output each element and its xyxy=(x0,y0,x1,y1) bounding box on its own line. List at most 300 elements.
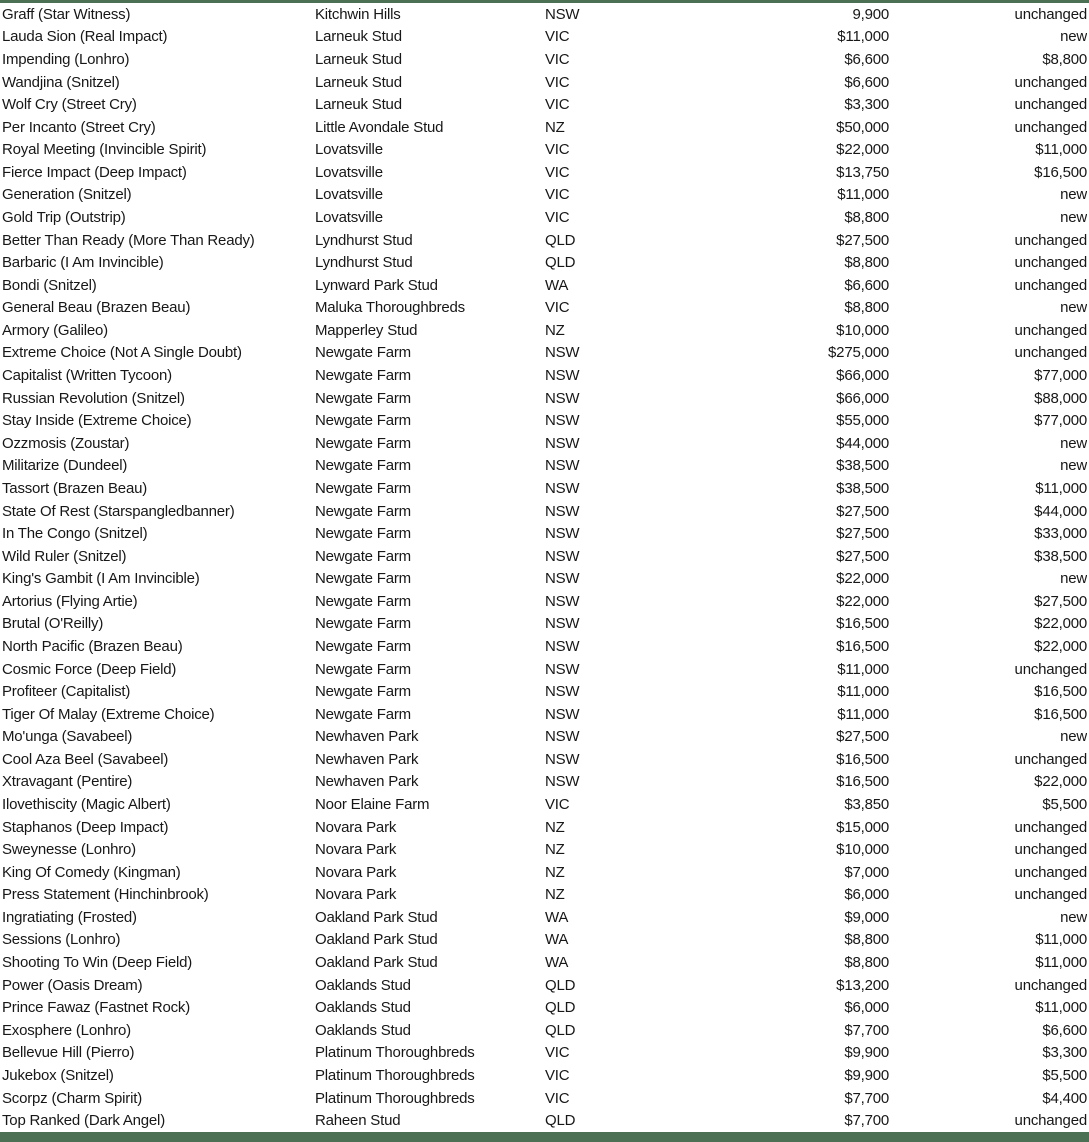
table-row xyxy=(0,590,1089,613)
fee-cell: $22,000 xyxy=(836,141,889,159)
stallion-name-cell: Ilovethiscity (Magic Albert) xyxy=(2,796,171,814)
stallion-name-cell: Ozzmosis (Zoustar) xyxy=(2,434,130,452)
fee-cell: $16,500 xyxy=(836,773,889,791)
status-cell: new xyxy=(1060,186,1087,204)
status-cell: unchanged xyxy=(1014,841,1087,859)
stallion-name-cell: Extreme Choice (Not A Single Doubt) xyxy=(2,344,242,362)
stallion-name-cell: Bellevue Hill (Pierro) xyxy=(2,1044,135,1062)
table-row xyxy=(0,906,1089,929)
status-cell: unchanged xyxy=(1014,321,1087,339)
stallion-name-cell: Profiteer (Capitalist) xyxy=(2,683,131,701)
table-row xyxy=(0,387,1089,410)
fee-cell: $275,000 xyxy=(828,344,889,362)
stallion-name-cell: Armory (Galileo) xyxy=(2,321,108,339)
table-row xyxy=(0,1064,1089,1087)
fee-cell: $38,500 xyxy=(836,457,889,475)
status-cell: unchanged xyxy=(1014,276,1087,294)
state-cell: WA xyxy=(545,908,569,926)
status-cell: new xyxy=(1060,908,1087,926)
status-cell: $38,500 xyxy=(1034,547,1087,565)
stallion-name-cell: Press Statement (Hinchinbrook) xyxy=(2,886,209,904)
stallion-name-cell: Russian Revolution (Snitzel) xyxy=(2,389,185,407)
stud-farm-cell: Newgate Farm xyxy=(315,412,411,430)
stud-farm-cell: Lyndhurst Stud xyxy=(315,254,413,272)
table-row xyxy=(0,861,1089,884)
status-cell: $11,000 xyxy=(1035,141,1087,159)
status-cell: $16,500 xyxy=(1034,683,1087,701)
table-row xyxy=(0,138,1089,161)
state-cell: NSW xyxy=(545,479,580,497)
fee-cell: 9,900 xyxy=(852,5,889,23)
status-cell: $22,000 xyxy=(1034,773,1087,791)
status-cell: $4,400 xyxy=(1042,1089,1087,1107)
stud-farm-cell: Lovatsville xyxy=(315,163,383,181)
stud-farm-cell: Raheen Stud xyxy=(315,1112,401,1130)
state-cell: VIC xyxy=(545,141,570,159)
stud-farm-cell: Newgate Farm xyxy=(315,615,411,633)
state-cell: NSW xyxy=(545,502,580,520)
table-row xyxy=(0,635,1089,658)
state-cell: WA xyxy=(545,931,569,949)
fee-cell: $10,000 xyxy=(836,321,889,339)
stud-farm-cell: Noor Elaine Farm xyxy=(315,796,430,814)
status-cell: $6,600 xyxy=(1042,1021,1087,1039)
stud-farm-cell: Newgate Farm xyxy=(315,637,411,655)
fee-cell: $27,500 xyxy=(836,525,889,543)
bottom-accent-bar xyxy=(0,1132,1089,1142)
table-row xyxy=(0,455,1089,478)
status-cell: unchanged xyxy=(1014,976,1087,994)
table-row xyxy=(0,319,1089,342)
table-row xyxy=(0,613,1089,636)
state-cell: NSW xyxy=(545,750,580,768)
stallion-name-cell: Wandjina (Snitzel) xyxy=(2,73,120,91)
stud-farm-cell: Larneuk Stud xyxy=(315,96,402,114)
status-cell: new xyxy=(1060,28,1087,46)
state-cell: NSW xyxy=(545,457,580,475)
stud-farm-cell: Platinum Thoroughbreds xyxy=(315,1066,475,1084)
fee-cell: $22,000 xyxy=(836,570,889,588)
table-row xyxy=(0,1109,1089,1132)
fee-cell: $8,800 xyxy=(844,954,889,972)
stallion-name-cell: Lauda Sion (Real Impact) xyxy=(2,28,168,46)
state-cell: VIC xyxy=(545,28,570,46)
fee-cell: $13,200 xyxy=(836,976,889,994)
fee-cell: $66,000 xyxy=(836,389,889,407)
status-cell: new xyxy=(1060,457,1087,475)
fee-cell: $55,000 xyxy=(836,412,889,430)
fee-cell: $6,000 xyxy=(844,886,889,904)
status-cell: $16,500 xyxy=(1034,705,1087,723)
table-row xyxy=(0,771,1089,794)
stallion-name-cell: Artorius (Flying Artie) xyxy=(2,592,138,610)
stud-farm-cell: Maluka Thoroughbreds xyxy=(315,299,465,317)
stallion-name-cell: Mo'unga (Savabeel) xyxy=(2,728,133,746)
stallion-name-cell: Tiger Of Malay (Extreme Choice) xyxy=(2,705,215,723)
state-cell: NSW xyxy=(545,434,580,452)
fee-cell: $9,900 xyxy=(844,1066,889,1084)
status-cell: new xyxy=(1060,299,1087,317)
fee-cell: $6,600 xyxy=(844,276,889,294)
status-cell: $16,500 xyxy=(1034,163,1087,181)
stud-farm-cell: Newgate Farm xyxy=(315,592,411,610)
stallion-name-cell: Sweynesse (Lonhro) xyxy=(2,841,136,859)
stud-farm-cell: Oakland Park Stud xyxy=(315,931,438,949)
status-cell: $33,000 xyxy=(1034,525,1087,543)
state-cell: WA xyxy=(545,276,569,294)
fee-cell: $22,000 xyxy=(836,592,889,610)
table-row xyxy=(0,48,1089,71)
status-cell: unchanged xyxy=(1014,5,1087,23)
table-row xyxy=(0,3,1089,26)
state-cell: NSW xyxy=(545,660,580,678)
state-cell: VIC xyxy=(545,96,570,114)
state-cell: VIC xyxy=(545,208,570,226)
stud-farm-cell: Novara Park xyxy=(315,886,397,904)
table-row xyxy=(0,229,1089,252)
state-cell: QLD xyxy=(545,1112,576,1130)
stud-farm-cell: Oaklands Stud xyxy=(315,999,411,1017)
stud-farm-cell: Newgate Farm xyxy=(315,525,411,543)
status-cell: unchanged xyxy=(1014,254,1087,272)
stallion-name-cell: Fierce Impact (Deep Impact) xyxy=(2,163,187,181)
fee-cell: $10,000 xyxy=(836,841,889,859)
fee-cell: $11,000 xyxy=(837,660,889,678)
fee-cell: $11,000 xyxy=(837,186,889,204)
stud-farm-cell: Mapperley Stud xyxy=(315,321,418,339)
fee-cell: $11,000 xyxy=(837,28,889,46)
table-row xyxy=(0,567,1089,590)
state-cell: NSW xyxy=(545,637,580,655)
status-cell: $77,000 xyxy=(1034,367,1087,385)
status-cell: $8,800 xyxy=(1042,50,1087,68)
table-row xyxy=(0,929,1089,952)
fee-cell: $44,000 xyxy=(836,434,889,452)
status-cell: $27,500 xyxy=(1034,592,1087,610)
fee-cell: $16,500 xyxy=(836,750,889,768)
stud-farm-cell: Novara Park xyxy=(315,841,397,859)
fee-cell: $9,900 xyxy=(844,1044,889,1062)
fee-cell: $6,600 xyxy=(844,50,889,68)
status-cell: new xyxy=(1060,208,1087,226)
stallion-name-cell: Militarize (Dundeel) xyxy=(2,457,128,475)
table-row xyxy=(0,71,1089,94)
state-cell: WA xyxy=(545,954,569,972)
table-row xyxy=(0,951,1089,974)
stallion-name-cell: Prince Fawaz (Fastnet Rock) xyxy=(2,999,190,1017)
fee-cell: $27,500 xyxy=(836,547,889,565)
fee-cell: $11,000 xyxy=(837,705,889,723)
stud-farm-cell: Newgate Farm xyxy=(315,344,411,362)
fee-cell: $27,500 xyxy=(836,502,889,520)
stud-farm-cell: Newgate Farm xyxy=(315,457,411,475)
fee-cell: $7,700 xyxy=(844,1089,889,1107)
status-cell: new xyxy=(1060,570,1087,588)
stud-farm-cell: Newgate Farm xyxy=(315,502,411,520)
table-row xyxy=(0,297,1089,320)
status-cell: $3,300 xyxy=(1042,1044,1087,1062)
stud-farm-cell: Larneuk Stud xyxy=(315,28,402,46)
state-cell: NSW xyxy=(545,592,580,610)
fee-cell: $8,800 xyxy=(844,208,889,226)
stallion-name-cell: Jukebox (Snitzel) xyxy=(2,1066,114,1084)
table-row xyxy=(0,364,1089,387)
stud-farm-cell: Newhaven Park xyxy=(315,728,419,746)
table-row xyxy=(0,1087,1089,1110)
fee-cell: $11,000 xyxy=(837,683,889,701)
stud-farm-cell: Oakland Park Stud xyxy=(315,908,438,926)
stallion-name-cell: Gold Trip (Outstrip) xyxy=(2,208,126,226)
stallion-name-cell: King's Gambit (I Am Invincible) xyxy=(2,570,200,588)
stallion-name-cell: Cool Aza Beel (Savabeel) xyxy=(2,750,169,768)
stud-farm-cell: Platinum Thoroughbreds xyxy=(315,1089,475,1107)
state-cell: NSW xyxy=(545,525,580,543)
stud-farm-cell: Oaklands Stud xyxy=(315,976,411,994)
fee-table-body xyxy=(0,3,1089,1132)
table-row xyxy=(0,793,1089,816)
fee-cell: $27,500 xyxy=(836,728,889,746)
fee-cell: $3,300 xyxy=(844,96,889,114)
stud-farm-cell: Oaklands Stud xyxy=(315,1021,411,1039)
stallion-name-cell: Xtravagant (Pentire) xyxy=(2,773,133,791)
table-row xyxy=(0,884,1089,907)
state-cell: QLD xyxy=(545,1021,576,1039)
stallion-name-cell: Royal Meeting (Invincible Spirit) xyxy=(2,141,207,159)
stallion-name-cell: General Beau (Brazen Beau) xyxy=(2,299,191,317)
stallion-name-cell: Sessions (Lonhro) xyxy=(2,931,121,949)
state-cell: VIC xyxy=(545,796,570,814)
fee-cell: $50,000 xyxy=(836,118,889,136)
stud-farm-cell: Lovatsville xyxy=(315,141,383,159)
state-cell: VIC xyxy=(545,1044,570,1062)
state-cell: VIC xyxy=(545,163,570,181)
stud-farm-cell: Platinum Thoroughbreds xyxy=(315,1044,475,1062)
stud-farm-cell: Newgate Farm xyxy=(315,547,411,565)
table-row xyxy=(0,342,1089,365)
table-row xyxy=(0,1019,1089,1042)
stud-farm-cell: Newgate Farm xyxy=(315,705,411,723)
table-row xyxy=(0,26,1089,49)
table-row xyxy=(0,251,1089,274)
stallion-name-cell: Per Incanto (Street Cry) xyxy=(2,118,156,136)
stud-farm-cell: Newhaven Park xyxy=(315,773,419,791)
fee-cell: $6,000 xyxy=(844,999,889,1017)
stud-farm-cell: Kitchwin Hills xyxy=(315,5,401,23)
status-cell: $77,000 xyxy=(1034,412,1087,430)
stud-farm-cell: Newgate Farm xyxy=(315,660,411,678)
stallion-name-cell: State Of Rest (Starspangledbanner) xyxy=(2,502,235,520)
status-cell: new xyxy=(1060,728,1087,746)
stallion-name-cell: King Of Comedy (Kingman) xyxy=(2,863,181,881)
stud-farm-cell: Larneuk Stud xyxy=(315,50,402,68)
state-cell: NSW xyxy=(545,773,580,791)
table-row xyxy=(0,500,1089,523)
stud-farm-cell: Lyndhurst Stud xyxy=(315,231,413,249)
table-row xyxy=(0,838,1089,861)
table-row xyxy=(0,726,1089,749)
state-cell: NSW xyxy=(545,570,580,588)
status-cell: $22,000 xyxy=(1034,615,1087,633)
state-cell: NSW xyxy=(545,615,580,633)
stallion-name-cell: Generation (Snitzel) xyxy=(2,186,132,204)
state-cell: NSW xyxy=(545,412,580,430)
state-cell: QLD xyxy=(545,999,576,1017)
status-cell: new xyxy=(1060,434,1087,452)
table-row xyxy=(0,658,1089,681)
state-cell: NSW xyxy=(545,683,580,701)
stud-farm-cell: Lovatsville xyxy=(315,186,383,204)
table-row xyxy=(0,432,1089,455)
stallion-name-cell: Graff (Star Witness) xyxy=(2,5,131,23)
stud-farm-cell: Newgate Farm xyxy=(315,683,411,701)
status-cell: $88,000 xyxy=(1034,389,1087,407)
table-row xyxy=(0,748,1089,771)
stallion-name-cell: Stay Inside (Extreme Choice) xyxy=(2,412,192,430)
stallion-name-cell: Wild Ruler (Snitzel) xyxy=(2,547,127,565)
state-cell: VIC xyxy=(545,1089,570,1107)
status-cell: unchanged xyxy=(1014,73,1087,91)
state-cell: NSW xyxy=(545,389,580,407)
table-row xyxy=(0,680,1089,703)
stallion-name-cell: Cosmic Force (Deep Field) xyxy=(2,660,177,678)
fee-cell: $7,700 xyxy=(844,1021,889,1039)
fee-cell: $7,000 xyxy=(844,863,889,881)
status-cell: $22,000 xyxy=(1034,637,1087,655)
status-cell: $5,500 xyxy=(1042,1066,1087,1084)
stallion-name-cell: Ingratiating (Frosted) xyxy=(2,908,137,926)
stallion-name-cell: Scorpz (Charm Spirit) xyxy=(2,1089,142,1107)
fee-cell: $7,700 xyxy=(844,1112,889,1130)
table-row xyxy=(0,93,1089,116)
status-cell: unchanged xyxy=(1014,660,1087,678)
state-cell: NZ xyxy=(545,886,565,904)
state-cell: NZ xyxy=(545,118,565,136)
state-cell: NSW xyxy=(545,344,580,362)
stud-farm-cell: Newgate Farm xyxy=(315,367,411,385)
stallion-name-cell: Staphanos (Deep Impact) xyxy=(2,818,169,836)
state-cell: VIC xyxy=(545,1066,570,1084)
table-row xyxy=(0,477,1089,500)
state-cell: NSW xyxy=(545,5,580,23)
status-cell: $5,500 xyxy=(1042,796,1087,814)
table-row xyxy=(0,816,1089,839)
state-cell: VIC xyxy=(545,186,570,204)
table-row xyxy=(0,1042,1089,1065)
stallion-name-cell: Tassort (Brazen Beau) xyxy=(2,479,148,497)
stud-farm-cell: Lynward Park Stud xyxy=(315,276,438,294)
stallion-name-cell: Better Than Ready (More Than Ready) xyxy=(2,231,255,249)
table-row xyxy=(0,703,1089,726)
stallion-name-cell: Barbaric (I Am Invincible) xyxy=(2,254,164,272)
stud-farm-cell: Novara Park xyxy=(315,818,397,836)
status-cell: $11,000 xyxy=(1035,999,1087,1017)
fee-cell: $66,000 xyxy=(836,367,889,385)
stud-farm-cell: Newgate Farm xyxy=(315,479,411,497)
table-row xyxy=(0,522,1089,545)
status-cell: unchanged xyxy=(1014,818,1087,836)
stallion-name-cell: Bondi (Snitzel) xyxy=(2,276,97,294)
table-row xyxy=(0,274,1089,297)
stud-farm-cell: Novara Park xyxy=(315,863,397,881)
fee-cell: $8,800 xyxy=(844,254,889,272)
stallion-name-cell: Power (Oasis Dream) xyxy=(2,976,143,994)
status-cell: unchanged xyxy=(1014,750,1087,768)
state-cell: NZ xyxy=(545,321,565,339)
stallion-name-cell: Wolf Cry (Street Cry) xyxy=(2,96,137,114)
fee-cell: $15,000 xyxy=(836,818,889,836)
stud-farm-cell: Oakland Park Stud xyxy=(315,954,438,972)
status-cell: unchanged xyxy=(1014,886,1087,904)
stud-farm-cell: Newgate Farm xyxy=(315,570,411,588)
stud-farm-cell: Larneuk Stud xyxy=(315,73,402,91)
state-cell: NSW xyxy=(545,547,580,565)
status-cell: $11,000 xyxy=(1035,479,1087,497)
stallion-name-cell: Top Ranked (Dark Angel) xyxy=(2,1112,165,1130)
fee-cell: $9,000 xyxy=(844,908,889,926)
fee-cell: $6,600 xyxy=(844,73,889,91)
state-cell: VIC xyxy=(545,299,570,317)
table-row xyxy=(0,545,1089,568)
status-cell: unchanged xyxy=(1014,344,1087,362)
stallion-name-cell: Exosphere (Lonhro) xyxy=(2,1021,131,1039)
status-cell: unchanged xyxy=(1014,863,1087,881)
stud-farm-cell: Little Avondale Stud xyxy=(315,118,444,136)
state-cell: NZ xyxy=(545,818,565,836)
state-cell: NSW xyxy=(545,705,580,723)
table-row xyxy=(0,116,1089,139)
status-cell: unchanged xyxy=(1014,118,1087,136)
fee-cell: $3,850 xyxy=(844,796,889,814)
stallion-name-cell: In The Congo (Snitzel) xyxy=(2,525,148,543)
state-cell: NZ xyxy=(545,841,565,859)
table-row xyxy=(0,974,1089,997)
status-cell: $11,000 xyxy=(1035,954,1087,972)
fee-cell: $13,750 xyxy=(836,163,889,181)
state-cell: VIC xyxy=(545,50,570,68)
table-row xyxy=(0,161,1089,184)
stud-farm-cell: Newgate Farm xyxy=(315,389,411,407)
fee-cell: $27,500 xyxy=(836,231,889,249)
status-cell: unchanged xyxy=(1014,96,1087,114)
stallion-name-cell: Impending (Lonhro) xyxy=(2,50,130,68)
stallion-name-cell: Shooting To Win (Deep Field) xyxy=(2,954,193,972)
table-row xyxy=(0,206,1089,229)
fee-cell: $8,800 xyxy=(844,299,889,317)
status-cell: $11,000 xyxy=(1035,931,1087,949)
stallion-name-cell: Capitalist (Written Tycoon) xyxy=(2,367,172,385)
table-row xyxy=(0,409,1089,432)
state-cell: QLD xyxy=(545,976,576,994)
state-cell: NSW xyxy=(545,367,580,385)
state-cell: QLD xyxy=(545,231,576,249)
fee-cell: $16,500 xyxy=(836,615,889,633)
fee-cell: $16,500 xyxy=(836,637,889,655)
status-cell: unchanged xyxy=(1014,231,1087,249)
state-cell: NZ xyxy=(545,863,565,881)
status-cell: unchanged xyxy=(1014,1112,1087,1130)
stud-farm-cell: Lovatsville xyxy=(315,208,383,226)
status-cell: $44,000 xyxy=(1034,502,1087,520)
state-cell: NSW xyxy=(545,728,580,746)
table-row xyxy=(0,184,1089,207)
stallion-name-cell: Brutal (O'Reilly) xyxy=(2,615,104,633)
stud-farm-cell: Newhaven Park xyxy=(315,750,419,768)
state-cell: VIC xyxy=(545,73,570,91)
stallion-name-cell: North Pacific (Brazen Beau) xyxy=(2,637,183,655)
state-cell: QLD xyxy=(545,254,576,272)
fee-cell: $8,800 xyxy=(844,931,889,949)
table-row xyxy=(0,996,1089,1019)
